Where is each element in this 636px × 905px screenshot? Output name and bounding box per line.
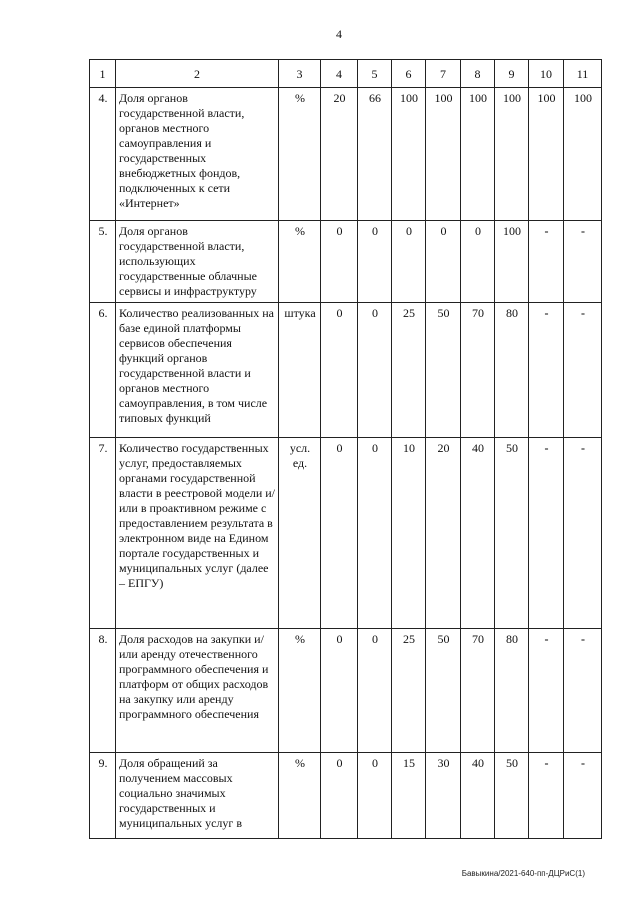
indicator-value: - [529, 438, 564, 629]
row-number: 6. [90, 303, 116, 438]
indicator-value: 30 [426, 753, 461, 839]
indicator-name: Доля расходов на закупки и/или аренду отечественного программного обеспечения и платформ от общих расходов на закупку или аренду программного обеспечения [116, 629, 279, 753]
row-number: 7. [90, 438, 116, 629]
indicator-value: 20 [321, 88, 358, 221]
indicator-value: 50 [495, 438, 529, 629]
table-header-row [90, 60, 602, 88]
indicator-value: - [529, 221, 564, 303]
indicator-value: - [529, 303, 564, 438]
indicator-value: 20 [426, 438, 461, 629]
column-header-2: 2 [116, 60, 279, 88]
indicator-value: 0 [321, 629, 358, 753]
indicator-value: 15 [392, 753, 426, 839]
table-body [90, 60, 602, 839]
indicator-value: 0 [461, 221, 495, 303]
indicator-value: 80 [495, 303, 529, 438]
indicator-value: 0 [358, 629, 392, 753]
table-row [90, 438, 602, 629]
indicator-value: - [564, 753, 602, 839]
row-number: 8. [90, 629, 116, 753]
indicator-value: 100 [461, 88, 495, 221]
indicator-value: - [529, 753, 564, 839]
column-header-6: 6 [392, 60, 426, 88]
indicator-unit: штука [279, 303, 321, 438]
table-row [90, 629, 602, 753]
indicator-value: - [564, 629, 602, 753]
indicator-value: 10 [392, 438, 426, 629]
column-header-5: 5 [358, 60, 392, 88]
indicator-name: Доля органов государственной власти, органов местного самоуправления и государственных внебюджетных фондов, подключенных к сети «Интернет» [116, 88, 279, 221]
indicator-value: 100 [564, 88, 602, 221]
indicator-value: 0 [358, 303, 392, 438]
indicator-value: 80 [495, 629, 529, 753]
table-row [90, 88, 602, 221]
indicator-value: 100 [392, 88, 426, 221]
indicator-unit: % [279, 629, 321, 753]
indicator-name: Количество реализованных на базе единой платформы сервисов обеспечения функций органов государственной власти и органов местного самоуправления, в том числе типовых функций [116, 303, 279, 438]
column-header-10: 10 [529, 60, 564, 88]
indicator-value: 25 [392, 303, 426, 438]
indicator-value: 100 [426, 88, 461, 221]
indicators-table [89, 59, 602, 839]
column-header-7: 7 [426, 60, 461, 88]
indicator-value: 100 [495, 221, 529, 303]
table-row [90, 303, 602, 438]
indicator-name: Доля обращений за получением массовых социально значимых государственных и муниципальных услуг в [116, 753, 279, 839]
indicator-value: 0 [426, 221, 461, 303]
table-row [90, 753, 602, 839]
indicator-unit: % [279, 753, 321, 839]
indicator-value: 70 [461, 303, 495, 438]
indicator-value: 100 [529, 88, 564, 221]
indicator-unit: усл. ед. [279, 438, 321, 629]
indicator-name: Доля органов государственной власти, использующих государственные облачные сервисы и инфраструктуру [116, 221, 279, 303]
indicator-unit: % [279, 221, 321, 303]
column-header-4: 4 [321, 60, 358, 88]
table-row [90, 221, 602, 303]
indicator-value: - [564, 438, 602, 629]
indicator-value: 40 [461, 753, 495, 839]
row-number: 5. [90, 221, 116, 303]
indicator-name: Количество государственных услуг, предоставляемых органами государственной власти в реестровой модели и/или в проактивном режиме с предоставлением результата в электронном виде на Едином портале государственных и муниципальных услуг (далее – ЕПГУ) [116, 438, 279, 629]
column-header-11: 11 [564, 60, 602, 88]
indicator-unit: % [279, 88, 321, 221]
column-header-3: 3 [279, 60, 321, 88]
document-footer-code: Бавыкина/2021-640-пп-ДЦРиС(1) [461, 869, 585, 878]
indicator-value: 0 [358, 221, 392, 303]
column-header-1: 1 [90, 60, 116, 88]
indicator-value: 25 [392, 629, 426, 753]
indicator-value: 66 [358, 88, 392, 221]
indicator-value: 50 [426, 629, 461, 753]
column-header-9: 9 [495, 60, 529, 88]
indicator-value: 0 [358, 753, 392, 839]
indicator-value: 0 [321, 438, 358, 629]
indicator-value: 50 [426, 303, 461, 438]
indicator-value: - [564, 221, 602, 303]
indicator-value: - [529, 629, 564, 753]
indicator-value: 0 [392, 221, 426, 303]
row-number: 9. [90, 753, 116, 839]
indicator-value: 50 [495, 753, 529, 839]
indicator-value: 40 [461, 438, 495, 629]
indicator-value: 70 [461, 629, 495, 753]
page-number: 4 [336, 27, 342, 41]
indicator-value: 0 [321, 303, 358, 438]
indicator-value: - [564, 303, 602, 438]
column-header-8: 8 [461, 60, 495, 88]
indicator-value: 0 [321, 221, 358, 303]
row-number: 4. [90, 88, 116, 221]
indicator-value: 0 [321, 753, 358, 839]
indicator-value: 0 [358, 438, 392, 629]
indicator-value: 100 [495, 88, 529, 221]
